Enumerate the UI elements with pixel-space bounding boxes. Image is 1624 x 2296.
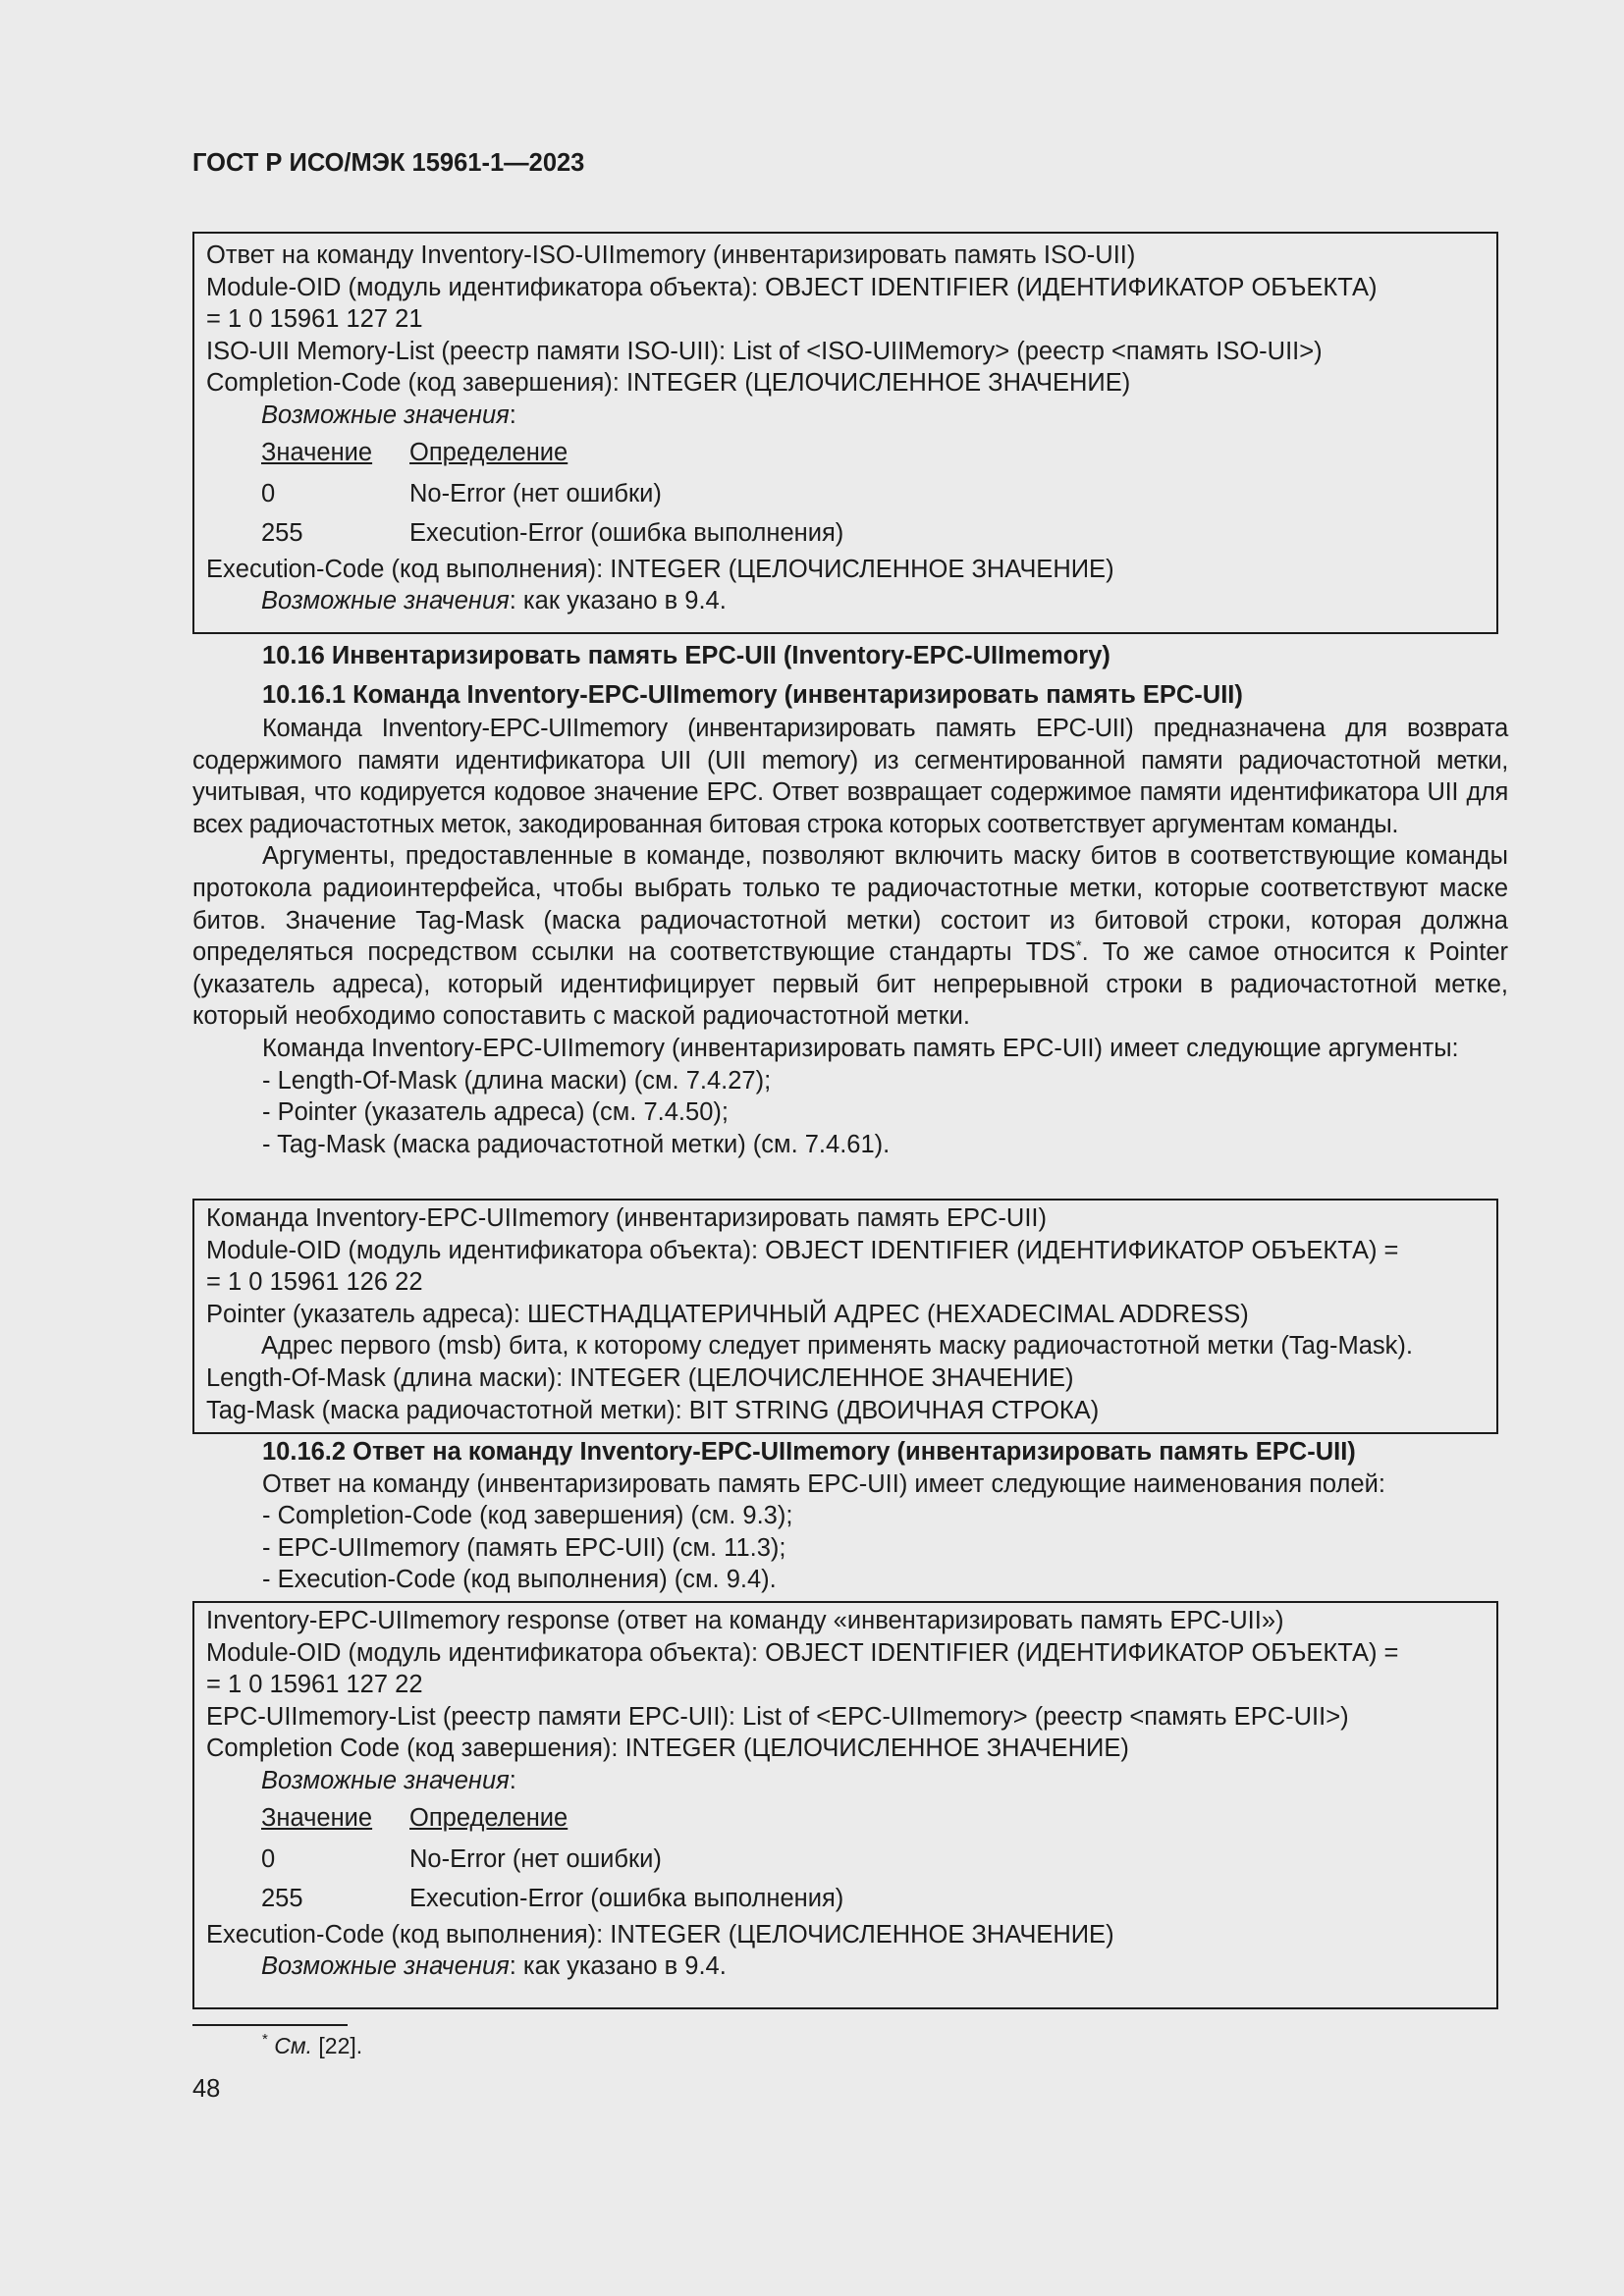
table-row — [261, 1841, 1496, 1880]
value-cell: 255 — [261, 519, 303, 548]
section-10-16-2 — [192, 1436, 1508, 1596]
possible-values-label: Возможные значения: — [261, 1766, 516, 1794]
box-line: Completion-Code (код завершения): INTEGER (ЦЕЛОЧИСЛЕННОЕ ЗНАЧЕНИЕ) — [206, 369, 1131, 398]
values-table — [261, 1797, 1496, 1919]
footnote-separator — [192, 2024, 348, 2026]
definition-cell: Execution-Error (ошибка выполнения) — [409, 1885, 844, 1913]
box-line: ISO-UII Memory-List (реестр памяти ISO-UII): List of <ISO-UIIMemory> (реестр <память ISO-UII>) — [206, 337, 1323, 365]
paragraph: Ответ на команду (инвентаризировать память EPC-UII) имеет следующие наименования полей: — [262, 1469, 1385, 1498]
box-line: Module-OID (модуль идентификатора объекта): OBJECT IDENTIFIER (ИДЕНТИФИКАТОР ОБЪЕКТА) = — [206, 1236, 1399, 1264]
box-line: EPC-UIImemory-List (реестр памяти EPC-UII): List of <EPC-UIImemory> (реестр <память EPC-UII>) — [206, 1702, 1349, 1731]
col-definition-header: Определение — [409, 439, 568, 467]
subsection-heading: 10.16.1 Команда Inventory-EPC-UIImemory (инвентаризировать память EPC-UII) — [262, 681, 1243, 709]
list-item: - Tag-Mask (маска радиочастотной метки) (см. 7.4.61). — [262, 1130, 891, 1158]
box-line: Команда Inventory-EPC-UIImemory (инвентаризировать память EPC-UII) — [206, 1204, 1047, 1232]
box-line: Execution-Code (код выполнения): INTEGER (ЦЕЛОЧИСЛЕННОЕ ЗНАЧЕНИЕ) — [206, 1920, 1114, 1949]
epc-uii-command-box — [192, 1199, 1498, 1434]
box-line: = 1 0 15961 126 22 — [206, 1268, 423, 1297]
section-heading: 10.16 Инвентаризировать память EPC-UII (Inventory-EPC-UIImemory) — [262, 642, 1110, 669]
list-item: - Completion-Code (код завершения) (см. 9.3); — [262, 1502, 793, 1530]
box-line: Execution-Code (код выполнения): INTEGER (ЦЕЛОЧИСЛЕННОЕ ЗНАЧЕНИЕ) — [206, 555, 1114, 583]
table-row — [261, 1880, 1496, 1919]
list-item: - EPC-UIImemory (память EPC-UII) (см. 11.3); — [262, 1533, 786, 1562]
page-number: 48 — [192, 2075, 221, 2103]
value-cell: 255 — [261, 1885, 303, 1913]
list-item: - Execution-Code (код выполнения) (см. 9.4). — [262, 1566, 777, 1594]
definition-cell: Execution-Error (ошибка выполнения) — [409, 519, 844, 548]
definition-cell: No-Error (нет ошибки) — [409, 480, 662, 508]
subsection-heading: 10.16.2 Ответ на команду Inventory-EPC-UIImemory (инвентаризировать память EPC-UII) — [262, 1438, 1356, 1466]
document-header: ГОСТ Р ИСО/МЭК 15961-1—2023 — [192, 149, 585, 177]
value-cell: 0 — [261, 480, 276, 508]
definition-cell: No-Error (нет ошибки) — [409, 1845, 662, 1874]
box-line: Адрес первого (msb) бита, к которому следует применять маску радиочастотной метки (Tag-Mask). — [261, 1332, 1413, 1361]
table-header — [261, 1797, 1496, 1841]
paragraph: Аргументы, предоставленные в команде, позволяют включить маску битов в соответствующие команды протокола радиоинтерфейса, чтобы выбрать только те радиочастотные метки, которые соответствуют маске битов. Значение Tag-Mask (маска радиочастотной метки) состоит из битовой строки, которая должна определяться посредством ссылки на соответствующие стандарты TDS*. То же самое относится к Pointer (указатель адреса), который идентифицирует первый бит непрерывной строки в радиочастотной метке, который необходимо сопоставить с маской радиочастотной метки. — [192, 842, 1508, 1031]
table-row — [261, 475, 1496, 514]
box-line: Length-Of-Mask (длина маски): INTEGER (ЦЕЛОЧИСЛЕННОЕ ЗНАЧЕНИЕ) — [206, 1363, 1074, 1392]
box-line: = 1 0 15961 127 21 — [206, 305, 423, 334]
exec-possible-values: Возможные значения: как указано в 9.4. — [261, 1952, 727, 1981]
document-page — [192, 0, 1508, 2296]
list-item: - Length-Of-Mask (длина маски) (см. 7.4.27); — [262, 1066, 772, 1095]
col-definition-header: Определение — [409, 1804, 568, 1833]
box-line: Completion Code (код завершения): INTEGER (ЦЕЛОЧИСЛЕННОЕ ЗНАЧЕНИЕ) — [206, 1735, 1129, 1763]
paragraph: Команда Inventory-EPC-UIImemory (инвентаризировать память EPC-UII) имеет следующие аргументы: — [262, 1034, 1459, 1062]
possible-values-label: Возможные значения: — [261, 400, 516, 429]
col-value-header: Значение — [261, 1804, 373, 1833]
section-10-16 — [192, 638, 1508, 1160]
value-cell: 0 — [261, 1845, 276, 1874]
table-header — [261, 432, 1496, 475]
footnote: * См. [22]. — [262, 2031, 363, 2058]
box-line: = 1 0 15961 127 22 — [206, 1671, 423, 1699]
iso-uii-response-box — [192, 232, 1498, 634]
list-item: - Pointer (указатель адреса) (см. 7.4.50); — [262, 1098, 729, 1127]
values-table — [261, 432, 1496, 554]
box-line: Tag-Mask (маска радиочастотной метки): BIT STRING (ДВОИЧНАЯ СТРОКА) — [206, 1396, 1100, 1424]
box-line: Module-OID (модуль идентификатора объекта): OBJECT IDENTIFIER (ИДЕНТИФИКАТОР ОБЪЕКТА) = — [206, 1638, 1399, 1667]
epc-uii-response-box — [192, 1601, 1498, 2009]
box-line: Module-OID (модуль идентификатора объекта): OBJECT IDENTIFIER (ИДЕНТИФИКАТОР ОБЪЕКТА) — [206, 273, 1378, 301]
table-row — [261, 514, 1496, 554]
col-value-header: Значение — [261, 439, 373, 467]
box-line: Inventory-EPC-UIImemory response (ответ на команду «инвентаризировать память EPC-UII») — [206, 1607, 1284, 1634]
box-line: Pointer (указатель адреса): ШЕСТНАДЦАТЕРИЧНЫЙ АДРЕС (HEXADECIMAL ADDRESS) — [206, 1300, 1249, 1328]
box-line: Ответ на команду Inventory-ISO-UIImemory (инвентаризировать память ISO-UII) — [206, 241, 1136, 269]
exec-possible-values: Возможные значения: как указано в 9.4. — [261, 587, 727, 615]
paragraph: Команда Inventory-EPC-UIImemory (инвентаризировать память EPC-UII) предназначена для возврата содержимого памяти идентификатора UII (UII memory) из сегментированной памяти радиочастотной метки, учитывая, что кодируется кодовое значение EPC. Ответ возвращает содержимое памяти идентификатора UII для всех радиочастотных меток, закодированная битовая строка которых соответствует аргументам команды. — [192, 715, 1508, 838]
